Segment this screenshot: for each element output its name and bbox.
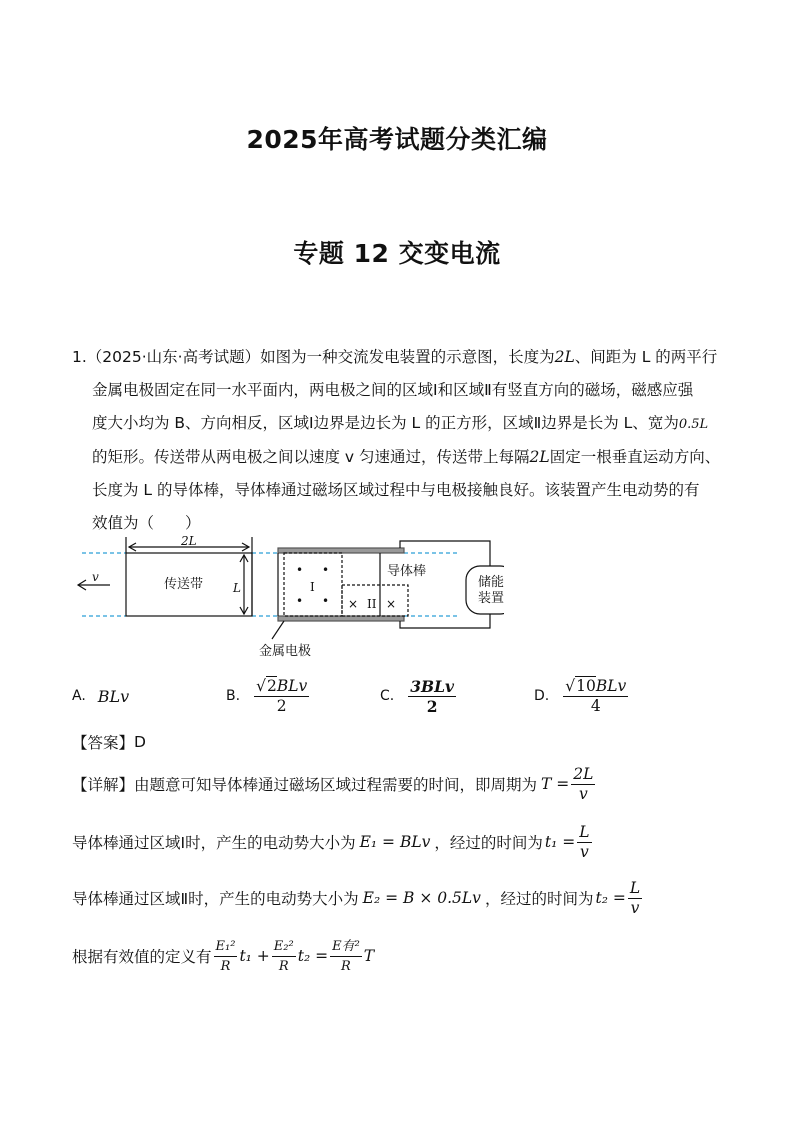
math-E1: E₁ = BLv — [359, 833, 431, 851]
region-1-dot: • — [296, 594, 304, 608]
answer-label: 【答案】 — [72, 734, 135, 752]
frac-den: R — [278, 958, 289, 974]
frac-num: 2L — [573, 764, 594, 783]
math-t1: t₁ = — [544, 833, 576, 851]
explanation-text: 由题意可知导体棒通过磁场区域过程需要的时间，即周期为 — [134, 776, 538, 794]
option-b-den: 2 — [276, 697, 287, 715]
option-d-label: D. — [534, 688, 550, 704]
option-c-num: 3BLv — [410, 676, 455, 696]
frac-num: E₂² — [272, 937, 296, 957]
radicand: 2 — [266, 677, 277, 695]
stem-line-3 — [72, 407, 732, 441]
label-v: v — [92, 570, 99, 584]
option-c[interactable] — [380, 672, 458, 720]
label-storage: 装置 — [478, 591, 504, 606]
stem-text: 固定一根垂直运动方向、 — [549, 448, 721, 466]
option-b-fraction — [254, 676, 309, 716]
frac-num: L — [579, 822, 590, 841]
option-b[interactable] — [226, 672, 311, 720]
stem-text: 、间距为 L 的两平行 — [574, 348, 718, 366]
fraction-L-v — [628, 879, 642, 918]
label-L: L — [233, 581, 241, 595]
document-title: 2025年高考试题分类汇编 — [246, 125, 548, 154]
stem-line-2: 金属电极固定在同一水平面内，两电极之间的区域Ⅰ和区域Ⅱ有竖直方向的磁场，磁感应强 — [92, 381, 694, 399]
explanation-label: 【详解】 — [72, 776, 135, 794]
option-c-fraction — [408, 677, 456, 716]
frac-den: R — [220, 958, 231, 974]
stem-math-2L: 2L — [529, 448, 550, 466]
region-1-dot: • — [322, 594, 330, 608]
explanation-line-1 — [72, 764, 597, 804]
option-d-den: 4 — [590, 697, 601, 715]
question-number: 1. — [72, 348, 87, 366]
stem-math-05L: 0.5L — [678, 417, 709, 432]
section-title: 专题 12 交变电流 — [293, 239, 501, 268]
math-T-term: T — [363, 947, 375, 965]
answer-line — [72, 722, 146, 762]
frac-num: E有² — [330, 937, 362, 957]
option-d-num: BLv — [595, 677, 627, 695]
math-t2: t₂ = — [595, 889, 626, 907]
option-b-num: BLv — [276, 677, 308, 695]
explanation-line-3 — [72, 878, 644, 918]
label-storage: 储能 — [478, 575, 504, 590]
label-2L: 2L — [181, 534, 197, 548]
explanation-line-2 — [72, 822, 594, 862]
apparatus-figure — [74, 533, 504, 665]
label-region-2: II — [367, 597, 377, 611]
option-a-expr: BLv — [97, 686, 130, 706]
region-1-dot: • — [296, 563, 304, 577]
option-c-label: C. — [380, 688, 395, 704]
question-1-stem — [72, 341, 732, 540]
option-a[interactable] — [72, 672, 129, 720]
fraction-L-v — [577, 823, 591, 862]
option-d[interactable] — [534, 672, 630, 720]
math-T: T = — [541, 775, 570, 793]
math-t1-term: t₁ + — [239, 947, 270, 965]
stem-line-5: 长度为 L 的导体棒，导体棒通过磁场区域过程中与电极接触良好。该装置产生电动势的有 — [92, 481, 700, 499]
explanation-text: 导体棒通过区域Ⅰ时，产生的电动势大小为 — [72, 834, 356, 852]
label-region-1: I — [310, 580, 315, 594]
math-E2: E₂ = B × 0.5Lv — [362, 889, 481, 907]
sqrt-sign: √ — [256, 677, 266, 695]
label-belt: 传送带 — [164, 577, 204, 592]
frac-num: L — [629, 878, 641, 897]
frac-den: v — [580, 842, 589, 861]
explanation-text: 根据有效值的定义有 — [72, 948, 212, 966]
frac-num: E₁² — [214, 937, 238, 957]
stem-text: 如图为一种交流发电装置的示意图，长度为 — [260, 348, 555, 366]
option-b-label: B. — [226, 688, 241, 704]
region-2-cross: × — [386, 597, 397, 611]
frac-den: R — [341, 958, 351, 974]
electrode-top — [278, 548, 404, 553]
explanation-text: ，经过的时间为 — [434, 834, 543, 852]
answer-value: D — [134, 733, 146, 751]
explanation-text: 导体棒通过区域Ⅱ时，产生的电动势大小为 — [72, 890, 359, 908]
fraction-E1sq-R — [214, 937, 238, 976]
stem-line-1 — [72, 341, 732, 374]
region-2-cross: × — [348, 597, 359, 611]
stem-text: 的矩形。传送带从两电极之间以速度 v 匀速通过，传送带上每隔 — [92, 448, 530, 466]
stem-math-2L: 2L — [554, 348, 575, 366]
fraction-E2sq-R — [272, 937, 296, 976]
stem-line-4 — [72, 441, 732, 474]
stem-text: 度大小均为 B、方向相反，区域Ⅰ边界是边长为 L 的正方形，区域Ⅱ边界是长为 L、宽为 — [92, 414, 679, 432]
region-1-dot: • — [322, 563, 330, 577]
option-a-label: A. — [72, 688, 86, 704]
label-electrode: 金属电极 — [259, 644, 312, 659]
explanation-text: ，经过的时间为 — [484, 890, 594, 908]
option-d-fraction — [563, 676, 628, 716]
stem-line-6: 效值为（ ） — [92, 514, 201, 532]
question-source: （2025·山东·高考试题） — [86, 348, 261, 366]
electrode-bottom — [278, 616, 404, 621]
option-c-den: 2 — [426, 696, 438, 716]
fraction-2L-v — [571, 765, 595, 804]
radicand: 10 — [576, 677, 596, 695]
math-t2-term: t₂ = — [297, 947, 329, 965]
frac-den: v — [578, 784, 588, 803]
storage-device — [466, 566, 504, 614]
electrode-leader — [272, 621, 284, 639]
frac-den: v — [630, 898, 640, 917]
label-rod: 导体棒 — [387, 564, 427, 579]
sqrt-sign: √ — [565, 677, 576, 695]
explanation-line-4 — [72, 936, 374, 976]
fraction-Eeff-R — [330, 937, 362, 976]
